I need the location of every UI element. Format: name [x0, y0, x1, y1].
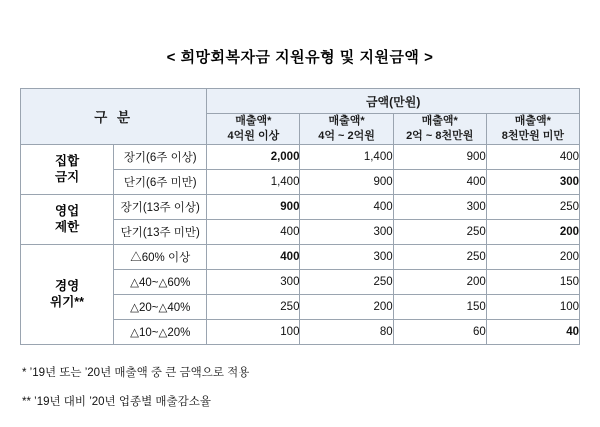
- row-label: △40~△60%: [114, 269, 207, 294]
- table-row: [21, 144, 580, 169]
- header-col-2: 매출액* 4억 ~ 2억원: [300, 114, 393, 145]
- cell-value: 400: [300, 194, 393, 219]
- cell-value: 900: [393, 144, 486, 169]
- cell-value: 1,400: [300, 144, 393, 169]
- group-label-3: 경영 위기**: [21, 244, 114, 344]
- cell-value: 200: [393, 269, 486, 294]
- cell-value: 60: [393, 319, 486, 344]
- row-label: △60% 이상: [114, 244, 207, 269]
- cell-value: 1,400: [207, 169, 300, 194]
- cell-value: 900: [207, 194, 300, 219]
- cell-value: 250: [393, 244, 486, 269]
- header-gubun: 구 분: [21, 89, 207, 145]
- cell-value: 80: [300, 319, 393, 344]
- cell-value: 400: [486, 144, 579, 169]
- cell-value: 40: [486, 319, 579, 344]
- row-label: △20~△40%: [114, 294, 207, 319]
- cell-value: 2,000: [207, 144, 300, 169]
- support-amount-table: [20, 88, 580, 345]
- footnote-1: * ’19년 또는 ’20년 매출액 중 큰 금액으로 적용: [22, 367, 250, 379]
- table-row: [21, 244, 580, 269]
- cell-value: 400: [207, 219, 300, 244]
- cell-value: 150: [486, 269, 579, 294]
- cell-value: 300: [300, 244, 393, 269]
- header-col-4: 매출액* 8천만원 미만: [486, 114, 579, 145]
- row-label: 단기(13주 미만): [114, 219, 207, 244]
- cell-value: 150: [393, 294, 486, 319]
- page-title: < 희망회복자금 지원유형 및 지원금액 >: [166, 49, 434, 66]
- cell-value: 300: [300, 219, 393, 244]
- row-label: △10~△20%: [114, 319, 207, 344]
- cell-value: 200: [486, 244, 579, 269]
- cell-value: 250: [300, 269, 393, 294]
- cell-value: 900: [300, 169, 393, 194]
- header-amount-group: 금액(만원): [207, 89, 580, 114]
- footnotes: [22, 364, 582, 422]
- cell-value: 400: [393, 169, 486, 194]
- group-label-2: 영업 제한: [21, 194, 114, 244]
- row-label: 장기(13주 이상): [114, 194, 207, 219]
- cell-value: 200: [486, 219, 579, 244]
- cell-value: 250: [486, 194, 579, 219]
- row-label: 장기(6주 이상): [114, 144, 207, 169]
- row-label: 단기(6주 미만): [114, 169, 207, 194]
- header-col-3: 매출액* 2억 ~ 8천만원: [393, 114, 486, 145]
- cell-value: 100: [207, 319, 300, 344]
- cell-value: 300: [207, 269, 300, 294]
- cell-value: 400: [207, 244, 300, 269]
- cell-value: 300: [486, 169, 579, 194]
- header-col-1: 매출액* 4억원 이상: [207, 114, 300, 145]
- cell-value: 100: [486, 294, 579, 319]
- table-header-row-1: [21, 89, 580, 114]
- cell-value: 200: [300, 294, 393, 319]
- cell-value: 250: [207, 294, 300, 319]
- group-label-1: 집합 금지: [21, 144, 114, 194]
- cell-value: 300: [393, 194, 486, 219]
- cell-value: 250: [393, 219, 486, 244]
- footnote-2: ** ’19년 대비 ’20년 업종별 매출감소율: [22, 396, 211, 408]
- table-row: [21, 194, 580, 219]
